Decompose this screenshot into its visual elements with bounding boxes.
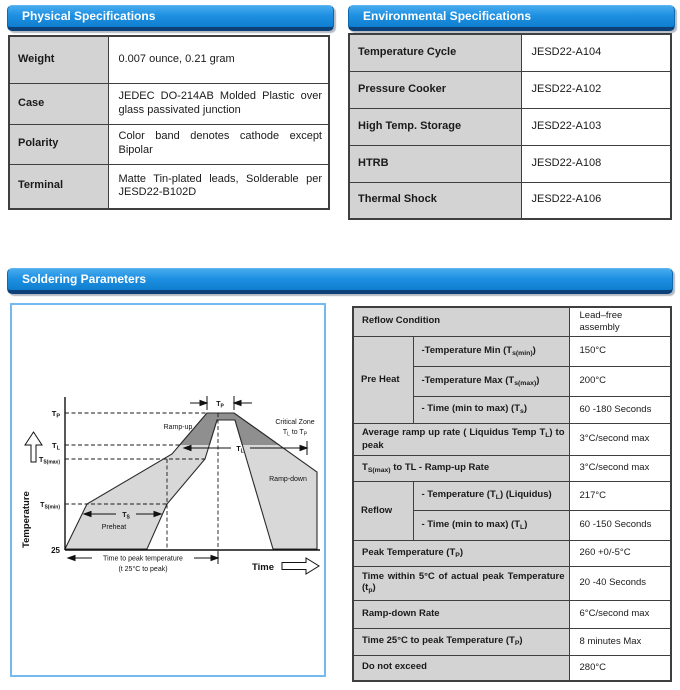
y-tick-25: 25 <box>51 546 60 555</box>
table-row <box>353 655 671 681</box>
table-row <box>9 164 329 209</box>
spec-label-cell <box>349 145 521 182</box>
spec-value-cell: Lead–free assembly <box>569 307 671 336</box>
spec-label: Weight <box>18 52 55 65</box>
soldering-parameters-header <box>7 268 673 294</box>
spec-value-cell: 8 minutes Max <box>569 628 671 655</box>
spec-value-cell: 6°C/second max <box>569 600 671 628</box>
environmental-specifications-table <box>348 33 672 220</box>
table-row <box>349 108 671 145</box>
table-row <box>353 566 671 600</box>
table-row <box>353 600 671 628</box>
spec-value: JESD22-A106 <box>531 193 602 206</box>
spec-label-cell: Time within 5°C of actual peak Temperature $(t_p)$ <box>353 566 569 600</box>
spec-label-cell: -Temperature Min $(T_{s(min)})$ <box>413 336 569 366</box>
table-row <box>353 540 671 566</box>
spec-label-cell: $T_{S(max)}$ to TL - Ramp-up Rate <box>353 455 569 481</box>
spec-value: JESD22-A104 <box>531 45 602 58</box>
spec-value-cell: 3°C/second max <box>569 455 671 481</box>
spec-value-cell: 260 +0/-5°C <box>569 540 671 566</box>
table-row <box>349 71 671 108</box>
spec-label-cell <box>349 108 521 145</box>
spec-label-cell: Time 25°C to peak Temperature $(T_P)$ <box>353 628 569 655</box>
spec-label-cell: - Temperature $(T_L)$ (Liquidus) <box>413 481 569 510</box>
table-row <box>353 307 671 336</box>
spec-value-cell: 280°C <box>569 655 671 681</box>
spec-label: Pressure Cooker <box>358 82 447 95</box>
spec-label: HTRB <box>358 156 389 169</box>
section-title: Physical Specifications <box>22 9 156 23</box>
spec-label-cell: Do not exceed <box>353 655 569 681</box>
spec-value-cell: 150°C <box>569 336 671 366</box>
spec-label-cell <box>349 182 521 219</box>
spec-value-cell: 60 -180 Seconds <box>569 396 671 423</box>
x-axis-title: Time <box>252 562 275 573</box>
spec-value: JESD22-A103 <box>531 119 602 132</box>
reflow-profile-diagram-box <box>10 303 326 677</box>
table-row <box>349 145 671 182</box>
spec-value: JESD22-A102 <box>531 82 602 95</box>
spec-label-cell: - Time (min to max) $(T_s)$ <box>413 396 569 423</box>
spec-value-cell: 200°C <box>569 366 671 396</box>
spec-label-cell: Average ramp up rate ( Liquidus Temp $T_L$) to peak <box>353 423 569 455</box>
spec-value: JEDEC DO-214AB Molded Plastic over glass passivated junction <box>118 89 322 116</box>
table-row <box>9 36 329 83</box>
ramp-down-label: Ramp-down <box>269 476 307 483</box>
time-right-arrow-icon <box>282 558 319 574</box>
tl-span-label: $T_L$ <box>236 446 244 455</box>
spec-label-cell: Peak Temperature $(T_P)$ <box>353 540 569 566</box>
spec-label: Polarity <box>18 137 59 150</box>
spec-value: 0.007 ounce, 0.21 gram <box>118 52 235 65</box>
spec-label-cell <box>9 36 108 83</box>
spec-label-cell <box>9 124 108 164</box>
spec-value-cell: 217°C <box>569 481 671 510</box>
table-row <box>353 336 671 366</box>
y-tick-tsmax: $T_{S(max)}$ <box>39 457 60 466</box>
table-row <box>353 628 671 655</box>
table-row <box>349 34 671 71</box>
group-cell-pre-heat: Pre Heat <box>353 336 413 423</box>
spec-label-cell: -Temperature Max $(T_{s(max)})$ <box>413 366 569 396</box>
y-tick-tp: $T_P$ <box>51 409 60 420</box>
reflow-conditions-table <box>352 306 672 682</box>
section-title: Soldering Parameters <box>22 272 147 286</box>
spec-value-cell <box>108 36 329 83</box>
critical-zone-range-label: $T_L$ to $T_P$ <box>282 429 308 438</box>
spec-value-cell <box>521 145 671 182</box>
table-row <box>9 83 329 124</box>
spec-value: JESD22-A108 <box>531 156 602 169</box>
spec-value-cell <box>108 124 329 164</box>
reflow-profile-diagram <box>12 305 320 671</box>
ramp-up-label: Ramp-up <box>163 424 193 431</box>
spec-value-cell <box>521 108 671 145</box>
time-to-peak-sublabel: (t 25°C to peak) <box>118 566 168 573</box>
spec-value-cell: 60 -150 Seconds <box>569 510 671 540</box>
physical-specifications-header <box>7 5 334 31</box>
tp-span-label: $T_P$ <box>216 401 224 410</box>
spec-label-cell: Reflow Condition <box>353 307 569 336</box>
physical-specifications-table <box>8 35 330 210</box>
y-tick-tl: $T_L$ <box>52 441 60 452</box>
table-row <box>9 124 329 164</box>
y-tick-tsmin: $T_{S(min)}$ <box>40 502 60 511</box>
spec-label: Terminal <box>18 179 64 192</box>
section-title: Environmental Specifications <box>363 9 532 23</box>
spec-label: High Temp. Storage <box>358 119 462 132</box>
table-row <box>353 423 671 455</box>
y-axis-title: Temperature <box>21 491 32 548</box>
table-row <box>353 481 671 510</box>
spec-label: Thermal Shock <box>358 193 437 206</box>
group-cell-reflow: Reflow <box>353 481 413 540</box>
spec-label-cell <box>349 71 521 108</box>
spec-value-cell: 3°C/second max <box>569 423 671 455</box>
preheat-label: Preheat <box>101 524 127 531</box>
time-to-peak-label: Time to peak temperature <box>103 555 183 563</box>
table-row <box>353 455 671 481</box>
table-row <box>349 182 671 219</box>
spec-value-cell <box>521 182 671 219</box>
spec-value-cell: 20 -40 Seconds <box>569 566 671 600</box>
spec-label-cell <box>9 164 108 209</box>
spec-value-cell <box>521 34 671 71</box>
spec-label-cell <box>9 83 108 124</box>
ts-span-label: $T_S$ <box>122 512 130 521</box>
spec-value-cell <box>108 164 329 209</box>
spec-value-cell <box>108 83 329 124</box>
environmental-specifications-header <box>348 5 675 31</box>
spec-value: Color band denotes cathode except Bipolar <box>118 130 322 156</box>
spec-label: Temperature Cycle <box>358 45 457 58</box>
spec-label-cell: - Time (min to max) $(T_L)$ <box>413 510 569 540</box>
spec-label: Case <box>18 96 45 109</box>
spec-label-cell: Ramp-down Rate <box>353 600 569 628</box>
spec-label-cell <box>349 34 521 71</box>
critical-zone-label: Critical Zone <box>275 419 315 426</box>
spec-value: Matte Tin-plated leads, Solderable per JESD22-B102D <box>118 172 322 199</box>
spec-value-cell <box>521 71 671 108</box>
